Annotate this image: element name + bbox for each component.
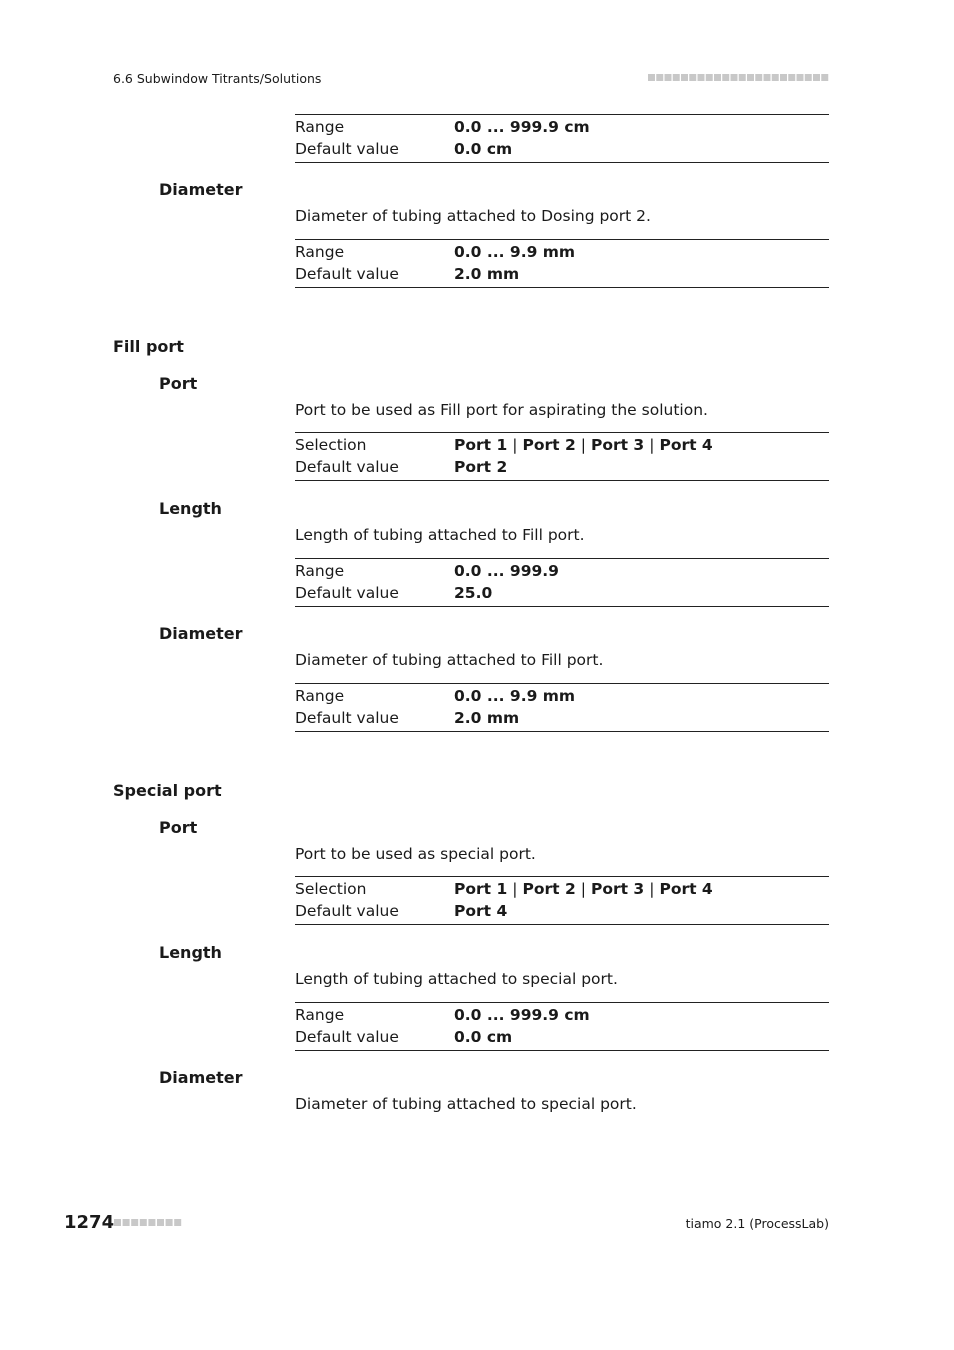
option-port-3: Port 3 xyxy=(590,436,645,454)
decoration-square xyxy=(788,74,795,81)
param-description: Diameter of tubing attached to Fill port. xyxy=(295,651,604,669)
param-value: 0.0 ... 999.9 cm xyxy=(454,1006,590,1024)
option-port-2: Port 2 xyxy=(522,880,576,898)
param-row-default xyxy=(295,707,829,729)
decoration-square xyxy=(755,74,762,81)
param-table-special-length xyxy=(295,1002,829,1051)
param-value: 2.0 mm xyxy=(454,265,520,283)
param-description: Port to be used as special port. xyxy=(295,845,536,863)
decoration-square xyxy=(739,74,746,81)
param-value: Port 4 xyxy=(454,902,508,920)
param-label: Default value xyxy=(295,265,399,283)
decoration-square xyxy=(166,1219,173,1226)
param-table-fill-port xyxy=(295,432,829,481)
option-separator: | xyxy=(512,436,518,454)
option-separator: | xyxy=(580,880,586,898)
param-table-fill-length xyxy=(295,558,829,607)
param-label: Range xyxy=(295,1006,345,1024)
option-port-2: Port 2 xyxy=(522,436,576,454)
param-table-length-dosing xyxy=(295,114,829,163)
decoration-square xyxy=(780,74,787,81)
option-port-1: Port 1 xyxy=(454,880,508,898)
param-description: Diameter of tubing attached to special port. xyxy=(295,1095,637,1113)
option-separator: | xyxy=(649,436,655,454)
running-footer-product: tiamo 2.1 (ProcessLab) xyxy=(685,1216,829,1231)
param-label: Range xyxy=(295,118,345,136)
decoration-square xyxy=(764,74,771,81)
param-heading-length: Length xyxy=(159,943,222,962)
param-label: Default value xyxy=(295,1028,399,1046)
option-separator: | xyxy=(580,436,586,454)
param-heading-diameter: Diameter xyxy=(159,180,243,199)
param-description: Port to be used as Fill port for aspirating the solution. xyxy=(295,401,708,419)
section-heading-special-port: Special port xyxy=(113,781,222,800)
option-port-4: Port 4 xyxy=(659,436,713,454)
page-number: 1274 xyxy=(64,1212,115,1233)
param-value-options xyxy=(454,436,713,454)
param-label: Default value xyxy=(295,902,399,920)
running-header-section: 6.6 Subwindow Titrants/Solutions xyxy=(113,71,322,86)
param-row-default xyxy=(295,263,829,285)
param-label: Range xyxy=(295,243,345,261)
decoration-square xyxy=(123,1219,130,1226)
decoration-square xyxy=(157,1219,164,1226)
decoration-square xyxy=(673,74,680,81)
param-heading-port: Port xyxy=(159,374,198,393)
decoration-square xyxy=(174,1219,181,1226)
param-label: Range xyxy=(295,562,345,580)
param-row-range xyxy=(295,241,829,263)
decoration-square xyxy=(648,74,655,81)
decoration-square xyxy=(681,74,688,81)
decoration-square xyxy=(148,1219,155,1226)
param-table-fill-diameter xyxy=(295,683,829,732)
param-row-range xyxy=(295,560,829,582)
option-separator: | xyxy=(649,880,655,898)
param-row-default xyxy=(295,138,829,160)
decoration-square xyxy=(813,74,820,81)
param-label: Default value xyxy=(295,584,399,602)
param-value: 0.0 ... 9.9 mm xyxy=(454,687,576,705)
header-decoration xyxy=(648,74,829,82)
decoration-square xyxy=(140,1219,147,1226)
param-label: Selection xyxy=(295,880,367,898)
param-label: Selection xyxy=(295,436,367,454)
option-port-1: Port 1 xyxy=(454,436,508,454)
decoration-square xyxy=(131,1219,138,1226)
decoration-square xyxy=(114,1219,121,1226)
param-table-special-port xyxy=(295,876,829,925)
param-value: 0.0 ... 999.9 cm xyxy=(454,118,590,136)
decoration-square xyxy=(706,74,713,81)
decoration-square xyxy=(656,74,663,81)
decoration-square xyxy=(731,74,738,81)
param-value: Port 2 xyxy=(454,458,508,476)
param-row-selection xyxy=(295,434,829,456)
decoration-square xyxy=(698,74,705,81)
param-value: 0.0 cm xyxy=(454,1028,513,1046)
param-label: Default value xyxy=(295,140,399,158)
param-label: Default value xyxy=(295,458,399,476)
param-heading-length: Length xyxy=(159,499,222,518)
option-separator: | xyxy=(512,880,518,898)
param-value: 2.0 mm xyxy=(454,709,520,727)
param-heading-diameter: Diameter xyxy=(159,1068,243,1087)
param-label: Range xyxy=(295,687,345,705)
param-value: 0.0 ... 9.9 mm xyxy=(454,243,576,261)
param-value-options xyxy=(454,880,713,898)
param-description: Length of tubing attached to special port. xyxy=(295,970,618,988)
param-value: 0.0 ... 999.9 xyxy=(454,562,559,580)
param-row-selection xyxy=(295,878,829,900)
option-port-3: Port 3 xyxy=(590,880,645,898)
decoration-square xyxy=(665,74,672,81)
decoration-square xyxy=(714,74,721,81)
param-row-default xyxy=(295,900,829,922)
decoration-square xyxy=(805,74,812,81)
decoration-square xyxy=(821,74,828,81)
decoration-square xyxy=(797,74,804,81)
param-heading-port: Port xyxy=(159,818,198,837)
param-row-default xyxy=(295,582,829,604)
param-row-range xyxy=(295,1004,829,1026)
param-row-default xyxy=(295,456,829,478)
param-description: Diameter of tubing attached to Dosing port 2. xyxy=(295,207,651,225)
param-heading-diameter: Diameter xyxy=(159,624,243,643)
param-row-default xyxy=(295,1026,829,1048)
option-port-4: Port 4 xyxy=(659,880,713,898)
param-row-range xyxy=(295,685,829,707)
footer-decoration xyxy=(114,1219,182,1227)
param-label: Default value xyxy=(295,709,399,727)
section-heading-fill-port: Fill port xyxy=(113,337,184,356)
param-description: Length of tubing attached to Fill port. xyxy=(295,526,585,544)
decoration-square xyxy=(772,74,779,81)
decoration-square xyxy=(747,74,754,81)
decoration-square xyxy=(722,74,729,81)
param-row-range xyxy=(295,116,829,138)
decoration-square xyxy=(689,74,696,81)
param-value: 25.0 xyxy=(454,584,493,602)
param-value: 0.0 cm xyxy=(454,140,513,158)
param-table-diameter-dosing xyxy=(295,239,829,288)
